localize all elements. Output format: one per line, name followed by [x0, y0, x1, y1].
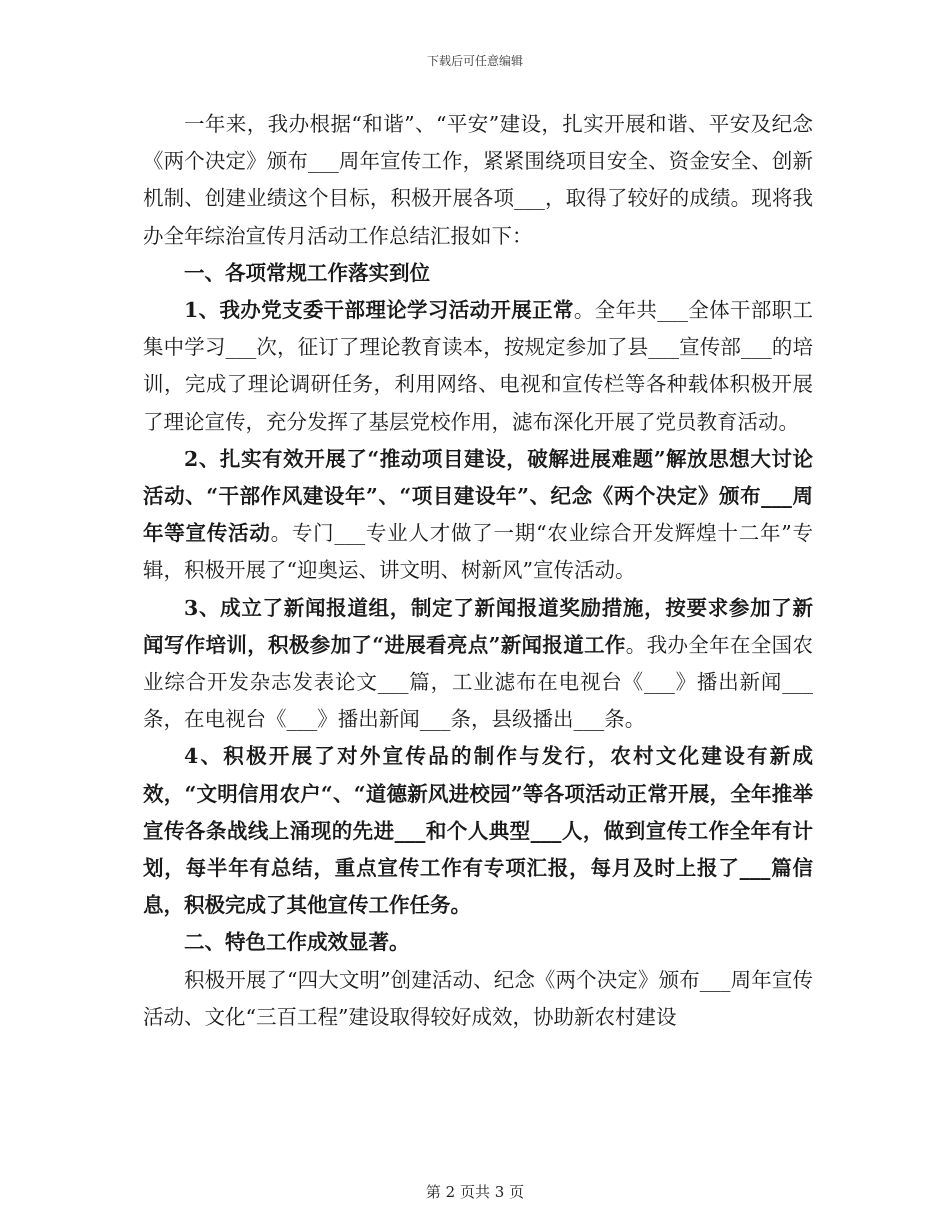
paragraph-item-1 — [143, 292, 813, 441]
item-2-bold-lead: 2、扎实有效开展了“推动项目建设，破解进展难题”解放思想大讨论活动、“干部作风建设年”、“项目建设年”、纪念《两个决定》颁布___周年等宣传活动 — [143, 446, 813, 546]
paragraph-item-4: 4、积极开展了对外宣传品的制作与发行，农村文化建设有新成效，“文明信用农户“、“道德新风进校园”等各项活动正常开展，全年推举宣传各条战线上涌现的先进___和个人典型___人，做到宣传工作全年有计划，每半年有总结，重点宣传工作有专项汇报，每月及时上报了___篇信息，积极完成了其他宣传工作任务。 — [143, 744, 813, 918]
document-body — [143, 106, 813, 1036]
item-3-bold-lead: 3、成立了新闻报道组，制定了新闻报道奖励措施，按要求参加了新闻写作培训，积极参加了“进展看亮点”新闻报道工作 — [143, 595, 813, 657]
paragraph-section-2: 积极开展了“四大文明”创建活动、纪念《两个决定》颁布___周年宣传活动、文化“三百工程”建设取得较好成效，协助新农村建设 — [143, 967, 813, 1029]
section-heading-1: 一、各项常规工作落实到位 — [184, 260, 430, 285]
item-3-body: 。我办全年在全国农业综合开发杂志发表论文___篇，工业滤布在电视台《___》播出新闻___条，在电视台《___》播出新闻___条，县级播出___条。 — [143, 632, 813, 732]
item-1-body: 。全年共___全体干部职工集中学习___次，征订了理论教育读本，按规定参加了县___宣传部___的培训，完成了理论调研任务，利用网络、电视和宣传栏等各种载体积极开展了理论宣传，充分发挥了基层党校作用，滤布深化开展了党员教育活动。 — [143, 298, 814, 434]
paragraph-item-3 — [143, 590, 813, 739]
item-2-body: 。专门___专业人才做了一期“农业综合开发辉煌十二年”专辑，积极开展了“迎奥运、讲文明、树新风”宣传活动。 — [143, 521, 813, 583]
page-footer: 第 2 页共 3 页 — [425, 1183, 525, 1201]
section-heading-2: 二、特色工作成效显著。 — [184, 930, 410, 955]
page-header: 下载后可任意编辑 — [426, 54, 523, 68]
paragraph-intro: 一年来，我办根据“和谐”、“平安”建设，扎实开展和谐、平安及纪念《两个决定》颁布___周年宣传工作，紧紧围绕项目安全、资金安全、创新机制、创建业绩这个目标，积极开展各项___，取得了较好的成绩。现将我办全年综治宣传月活动工作总结汇报如下： — [143, 112, 813, 248]
item-1-bold-lead: 1、我办党支委干部理论学习活动开展正常 — [184, 298, 574, 323]
paragraph-item-2 — [143, 441, 813, 590]
